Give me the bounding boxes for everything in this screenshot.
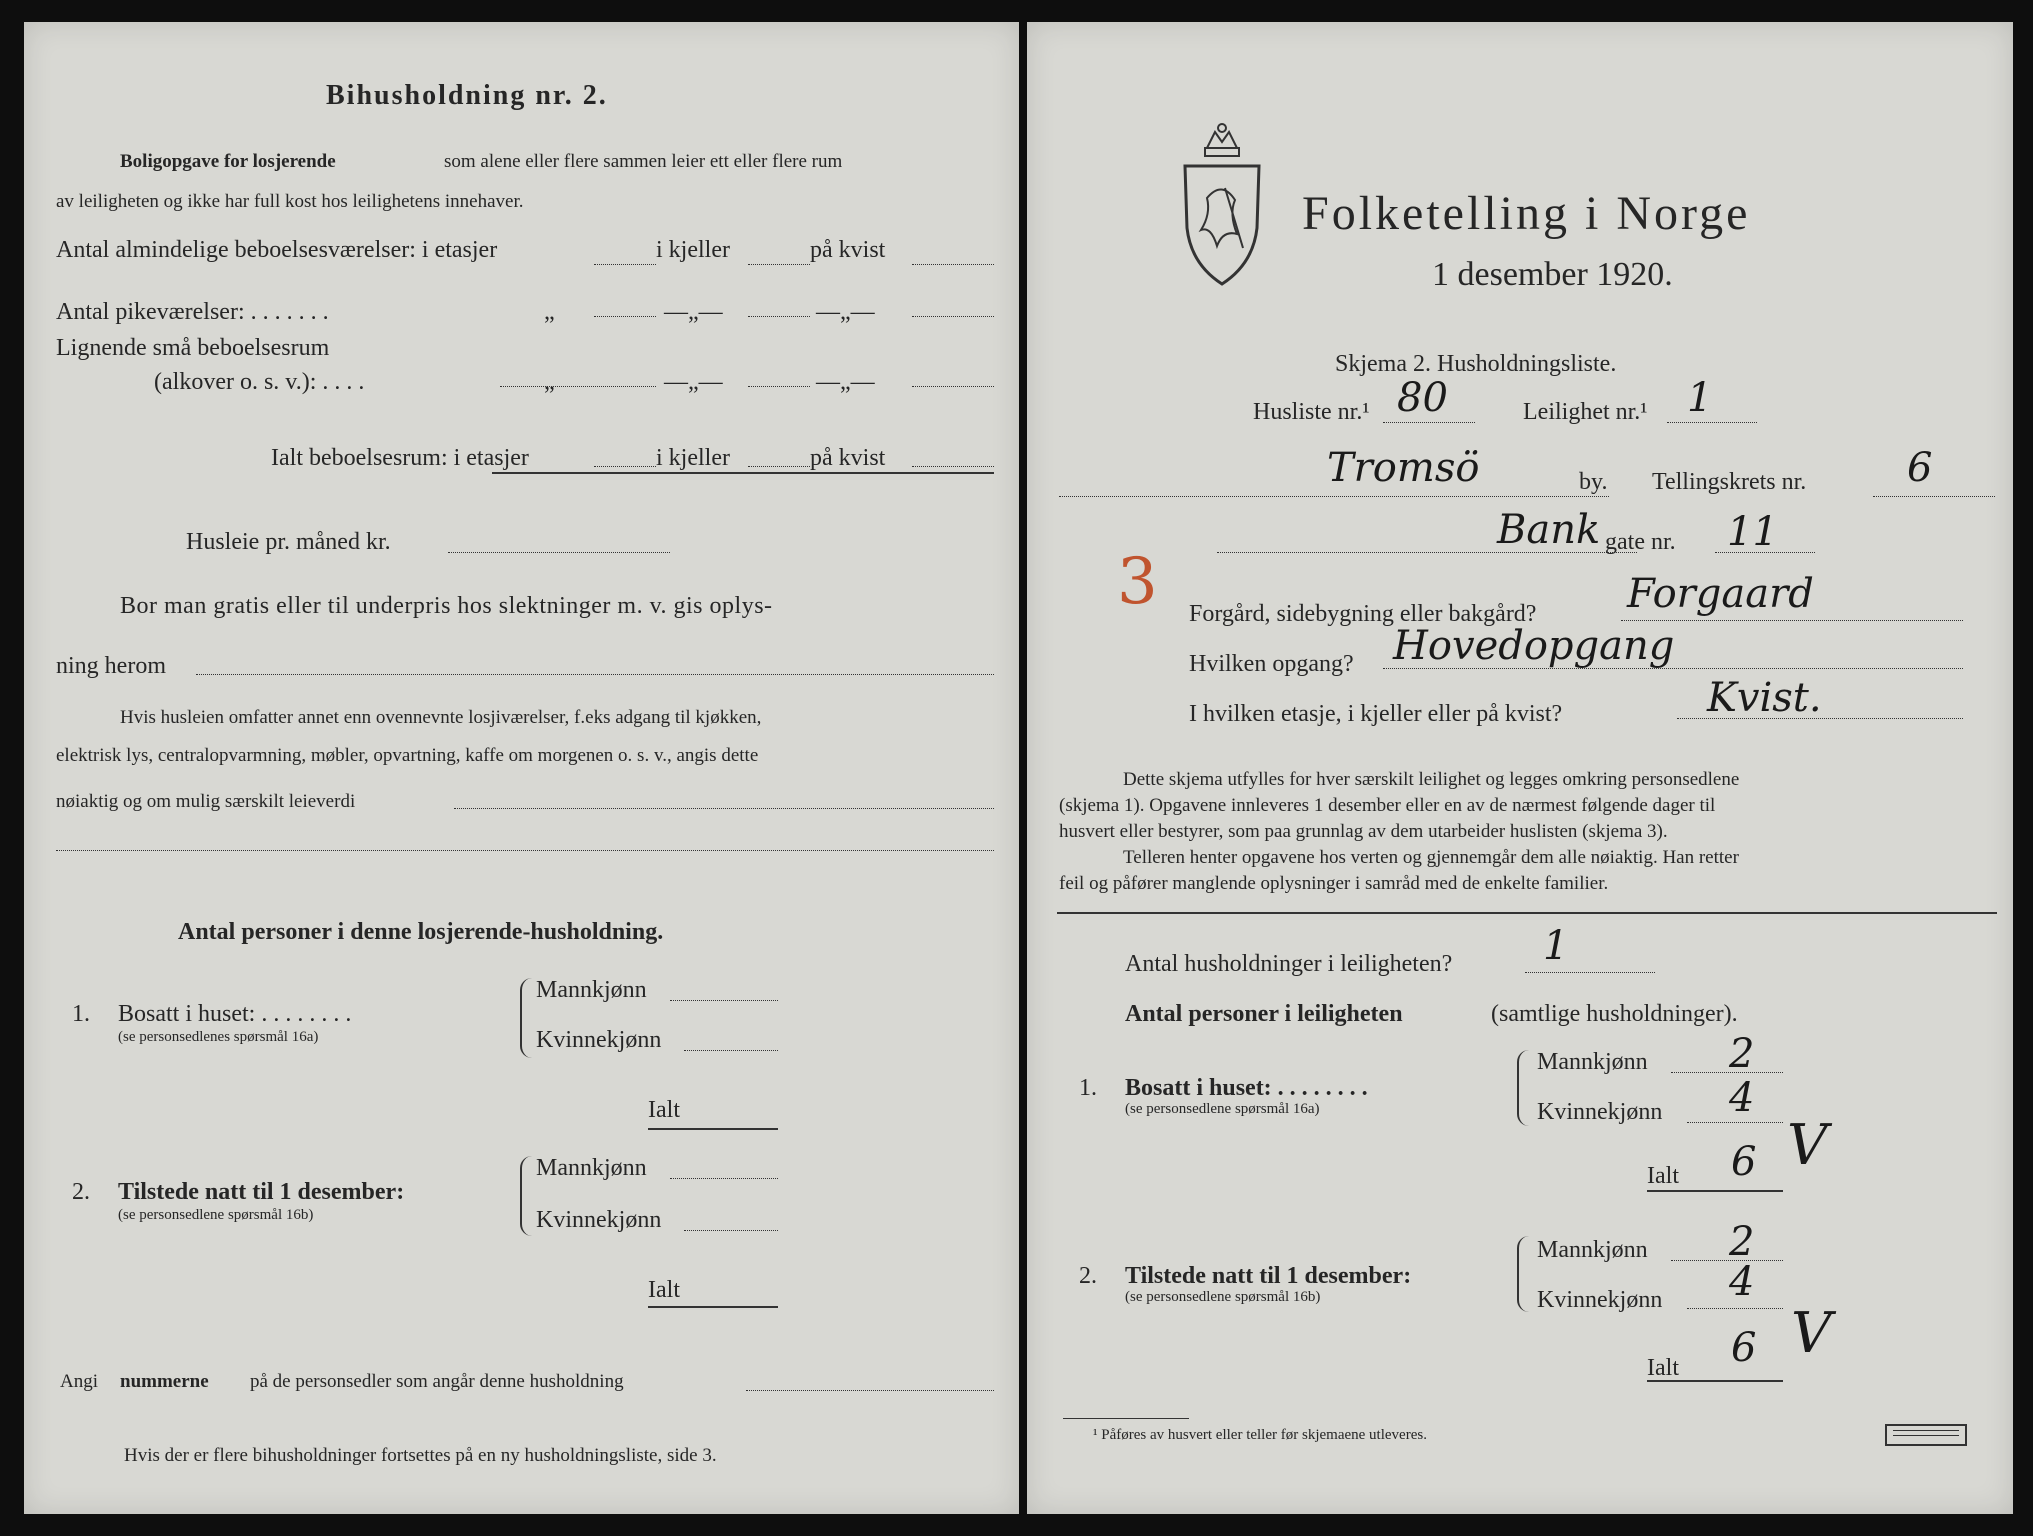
r-q2-mann-field[interactable] [1671,1260,1783,1261]
ialt-kvist-label: på kvist [810,445,886,471]
q2-ialt-label: Ialt [648,1277,680,1303]
info-line-2: (skjema 1). Opgavene innleveres 1 desember eller en av de nærmest følgende dager til [1059,795,1716,816]
gratis-field[interactable] [196,674,994,675]
r-q2-brace [1517,1236,1529,1312]
r-q1-ialt-value: 6 [1731,1139,1757,1185]
pike-ditto-3: —„— [816,299,875,325]
q2-sub: (se personsedlene spørsmål 16b) [118,1207,314,1223]
printer-stamp [1885,1424,1967,1446]
leieverdi-field[interactable] [454,808,994,809]
r-q1-mann-field[interactable] [1671,1072,1783,1073]
pike-kjeller-field[interactable] [748,316,810,317]
r-q2-kvinne-field[interactable] [1687,1308,1783,1309]
q2-kvinne-label: Kvinnekjønn [536,1207,662,1233]
intro-bold: Boligopgave for losjerende [120,151,336,172]
lignende-ditto-2: —„— [664,369,723,395]
ialt-kjeller-field[interactable] [748,466,810,467]
info-line-5: feil og påfører manglende oplysninger i samråd med de enkelte familier. [1059,873,1609,894]
r-q2-ialt-field[interactable] [1647,1380,1783,1382]
ialt-label: Ialt beboelsesrum: i etasjer [271,445,529,471]
forgaard-field[interactable] [1621,620,1963,621]
r-q1-ialt-label: Ialt [1647,1163,1679,1189]
info-line-3: husvert eller bestyrer, som paa grunnlag av dem utarbeider huslisten (skjema 3). [1059,821,1668,842]
q1-sub: (se personsedlenes spørsmål 16a) [118,1029,319,1045]
lignende-ditto-3: —„— [816,369,875,395]
angi-post: på de personsedler som angår denne husholdning [250,1371,624,1392]
left-footer: Hvis der er flere bihusholdninger fortsettes på en ny husholdningsliste, side 3. [124,1445,717,1466]
husliste-value: 80 [1397,375,1448,421]
census-date: 1 desember 1920. [1432,256,1673,293]
lignende-kjeller-field[interactable] [748,386,810,387]
husliste-field[interactable] [1383,422,1475,423]
lignende-etasjer-field[interactable] [500,386,656,387]
city-field[interactable] [1059,496,1609,497]
husliste-label: Husliste nr.¹ [1253,399,1370,425]
q2-label: Tilstede natt til 1 desember: [118,1179,405,1205]
q1-ialt-field[interactable] [648,1128,778,1130]
ialt-etasjer-field[interactable] [594,466,656,467]
footnote: ¹ Påføres av husvert eller teller før skjemaene utleveres. [1093,1427,1427,1443]
r-q2-mann-value: 2 [1729,1219,1755,1265]
q2-mann-field[interactable] [670,1178,778,1179]
krets-label: Tellingskrets nr. [1652,469,1807,495]
r-q1-mann-value: 2 [1729,1031,1755,1077]
ialt-kvist-field[interactable] [912,466,994,467]
hvis-line-1: Hvis husleien omfatter annet enn ovennevnte losjiværelser, f.eks adgang til kjøkken, [120,707,762,728]
right-page [1027,22,2013,1514]
gratis-line-1: Bor man gratis eller til underpris hos slektninger m. v. gis oplys- [120,593,773,619]
rooms-kjeller-field[interactable] [748,264,810,265]
coat-of-arms-icon [1177,118,1267,288]
r-q1-kvinne-value: 4 [1729,1075,1755,1121]
antal-pers-rest: (samtlige husholdninger). [1491,1001,1738,1027]
r-q2-label: Tilstede natt til 1 desember: [1125,1263,1412,1289]
skjema-label: Skjema 2. Husholdningsliste. [1335,351,1617,377]
q1-mann-field[interactable] [670,1000,778,1001]
antal-hush-label: Antal husholdninger i leiligheten? [1125,951,1453,977]
q2-kvinne-field[interactable] [684,1230,778,1231]
antal-personer-heading: Antal personer i denne losjerende-husholdning. [178,919,664,945]
leilighet-value: 1 [1687,375,1713,421]
footnote-rule [1063,1418,1189,1419]
antal-pers-bold: Antal personer i leiligheten [1125,1001,1403,1027]
ialt-kjeller-label: i kjeller [656,445,730,471]
ialt-underline [492,472,994,474]
leilighet-field[interactable] [1667,422,1757,423]
opgang-value: Hovedopgang [1393,623,1675,669]
husleie-field[interactable] [448,552,670,553]
krets-value: 6 [1907,445,1933,491]
street-value: Bank [1497,507,1601,553]
info-line-1: Dette skjema utfylles for hver særskilt leilighet og legges omkring personsedlene [1123,769,1740,790]
antal-hush-field[interactable] [1525,972,1655,973]
gate-value: 11 [1727,509,1778,555]
street-field[interactable] [1217,552,1637,553]
q1-ialt-label: Ialt [648,1097,680,1123]
pike-label: Antal pikeværelser: . . . . . . . [56,299,329,325]
q1-kvinne-label: Kvinnekjønn [536,1027,662,1053]
r-q1-ialt-field[interactable] [1647,1190,1783,1192]
pike-etasjer-field[interactable] [594,316,656,317]
intro-line2: av leiligheten og ikke har full kost hos leilighetens innehaver. [56,191,524,212]
intro-rest: som alene eller flere sammen leier ett eller flere rum [444,151,843,172]
r-q1-kvinne-label: Kvinnekjønn [1537,1099,1663,1125]
q1-label: Bosatt i huset: . . . . . . . . [118,1001,352,1027]
q2-mann-label: Mannkjønn [536,1155,647,1181]
q2-number: 2. [72,1179,90,1205]
city-value: Tromsö [1327,445,1480,491]
etasje-value: Kvist. [1707,675,1822,721]
leieverdi-field-2[interactable] [56,850,994,851]
gate-field[interactable] [1715,552,1815,553]
hvis-line-3: nøiaktig og om mulig særskilt leieverdi [56,791,356,812]
q2-brace [520,1156,532,1236]
r-q2-kvinne-value: 4 [1729,1259,1755,1305]
forgaard-value: Forgaard [1627,571,1814,617]
rooms-label: Antal almindelige beboelsesværelser: i etasjer [56,237,498,263]
r-q2-mann-label: Mannkjønn [1537,1237,1648,1263]
angi-pre: Angi [60,1371,98,1392]
r-q2-sub: (se personsedlene spørsmål 16b) [1125,1289,1321,1305]
r-q1-sub: (se personsedlene spørsmål 16a) [1125,1101,1320,1117]
r-q2-ialt-label: Ialt [1647,1355,1679,1381]
lignende-label-1: Lignende små beboelsesrum [56,335,330,361]
etasje-label: I hvilken etasje, i kjeller eller på kvist? [1189,701,1563,727]
r-q1-kvinne-field[interactable] [1687,1122,1783,1123]
rooms-kjeller-label: i kjeller [656,237,730,263]
pike-ditto-1: „ [544,299,555,325]
opgang-label: Hvilken opgang? [1189,651,1354,677]
forgaard-label: Forgård, sidebygning eller bakgård? [1189,601,1537,627]
bihusholdning-title: Bihusholdning nr. 2. [326,80,608,111]
q1-mann-label: Mannkjønn [536,977,647,1003]
opgang-field[interactable] [1383,668,1963,669]
r-q2-kvinne-label: Kvinnekjønn [1537,1287,1663,1313]
etasje-field[interactable] [1677,718,1963,719]
r-q2-check: V [1791,1301,1832,1366]
q1-number: 1. [72,1001,90,1027]
hvis-line-2: elektrisk lys, centralopvarmning, møbler, opvartning, kaffe om morgenen o. s. v., angis dette [56,745,759,766]
q1-brace [520,978,532,1058]
lignende-ditto-1: „ [544,369,555,395]
angi-field[interactable] [746,1390,994,1391]
pike-ditto-2: —„— [664,299,723,325]
angi-bold: nummerne [120,1371,209,1392]
info-line-4: Telleren henter opgavene hos verten og gjennemgår dem alle nøiaktig. Han retter [1123,847,1739,868]
gratis-line-2: ning herom [56,653,166,679]
husleie-label: Husleie pr. måned kr. [186,529,391,555]
krets-field[interactable] [1873,496,1995,497]
pike-kvist-field[interactable] [912,316,994,317]
leilighet-label: Leilighet nr.¹ [1523,399,1648,425]
r-q1-mann-label: Mannkjønn [1537,1049,1648,1075]
r-q1-label: Bosatt i huset: . . . . . . . . [1125,1075,1368,1101]
q1-kvinne-field[interactable] [684,1050,778,1051]
by-label: by. [1579,469,1608,495]
margin-mark: 3 [1117,545,1158,619]
rooms-etasjer-field[interactable] [594,264,656,265]
rooms-kvist-field[interactable] [912,264,994,265]
antal-hush-value: 1 [1543,923,1569,969]
rooms-kvist-label: på kvist [810,237,886,263]
r-q1-check: V [1787,1113,1828,1178]
lignende-label-2: (alkover o. s. v.): . . . . [154,369,365,395]
r-q2-number: 2. [1079,1263,1097,1289]
census-title: Folketelling i Norge [1302,187,1751,240]
r-q1-brace [1517,1050,1529,1126]
separator-line [1057,912,1997,914]
left-page [24,22,1019,1514]
gate-label: gate nr. [1605,529,1676,555]
r-q1-number: 1. [1079,1075,1097,1101]
lignende-kvist-field[interactable] [912,386,994,387]
r-q2-ialt-value: 6 [1731,1325,1757,1371]
q2-ialt-field[interactable] [648,1306,778,1308]
